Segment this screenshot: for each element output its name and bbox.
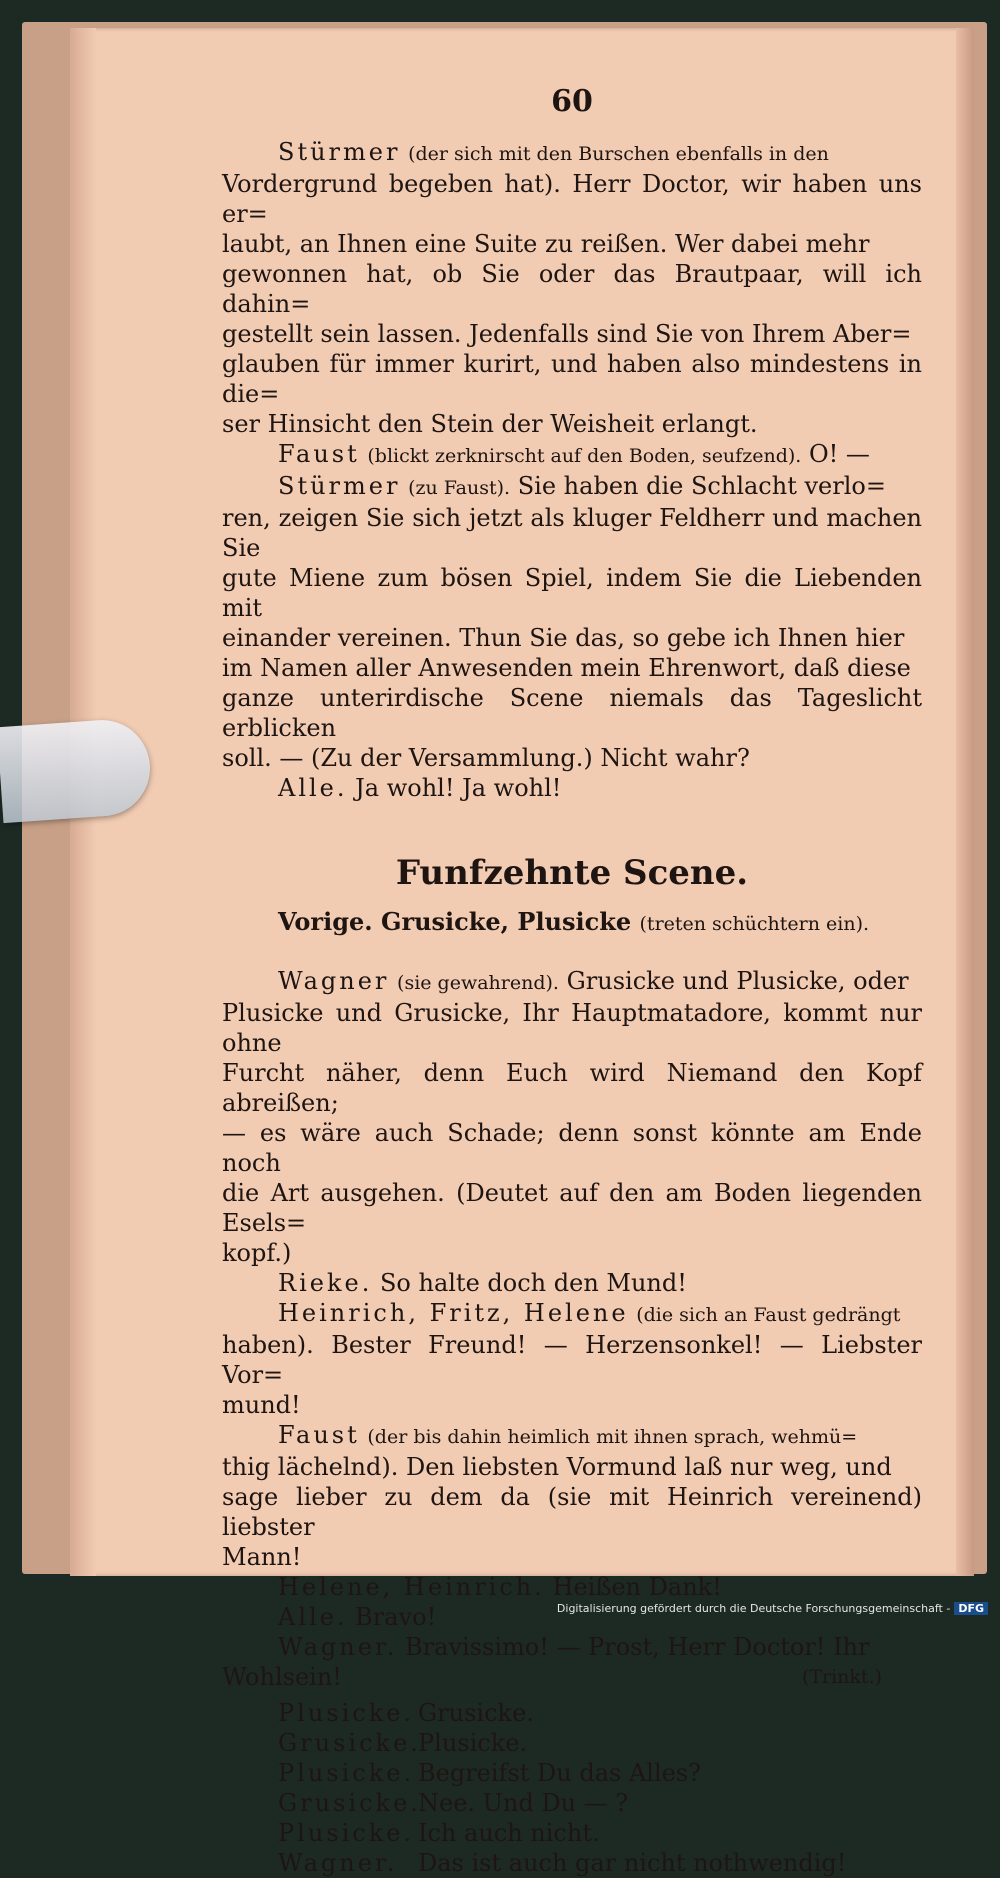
speaker-name: Wagner. — [278, 1633, 398, 1661]
text-line — [222, 1632, 922, 1662]
spoken-text: Nee. Und Du — ? — [418, 1789, 629, 1817]
spoken-text: Ja wohl! Ja wohl! — [355, 774, 562, 802]
digitization-footer — [557, 1602, 988, 1615]
stage-direction: (Trinkt.) — [801, 1666, 882, 1688]
stage-direction: (zu Faust). — [408, 477, 511, 499]
spoken-text: Das ist auch gar nicht nothwendig! — [418, 1849, 847, 1877]
text-line: glauben für immer kurirt, und haben also mindestens in die= — [222, 350, 922, 408]
spoken-text: Ich auch nicht. — [418, 1819, 600, 1847]
speaker-name: Alle. — [278, 774, 348, 802]
spoken-text: Begreifst Du das Alles? — [418, 1759, 702, 1787]
speaker-name: Stürmer — [278, 138, 401, 166]
speaker-name: Plusicke. — [278, 1699, 415, 1727]
scene-heading: Funfzehnte Scene. — [395, 853, 749, 893]
cast-line — [278, 907, 922, 936]
dialogue-row — [222, 1698, 922, 1728]
speaker-name: Faust — [278, 1421, 360, 1449]
text-line: Vordergrund begeben hat). Herr Doctor, wir haben uns er= — [222, 170, 922, 228]
page-edge — [956, 28, 974, 1576]
speaker-name: Grusicke. — [278, 1789, 421, 1817]
text-line: Furcht näher, denn Euch wird Niemand den Kopf abreißen; — [222, 1059, 922, 1117]
spoken-text: Grusicke. — [418, 1699, 534, 1727]
stage-direction: (die sich an Faust gedrängt — [636, 1304, 901, 1326]
text-line: mund! — [222, 1391, 301, 1419]
text-line: gestellt sein lassen. Jedenfalls sind Sie von Ihrem Aber= — [222, 320, 912, 348]
speaker-name: Stürmer — [278, 472, 401, 500]
text-line — [222, 471, 922, 503]
speaker-name: Rieke. — [278, 1269, 373, 1297]
speaker-name: Helene, Heinrich. — [278, 1573, 545, 1601]
text-line — [222, 1572, 922, 1602]
spoken-text: Heißen Dank! — [552, 1573, 722, 1601]
text-line: ren, zeigen Sie sich jetzt als kluger Feldherr und machen Sie — [222, 504, 922, 562]
text-line: die Art ausgehen. (Deutet auf den am Boden liegenden Esels= — [222, 1179, 922, 1237]
dialogue-row — [222, 1818, 922, 1848]
text-line: — es wäre auch Schade; denn sonst könnte am Ende noch — [222, 1119, 922, 1177]
text-line: gute Miene zum bösen Spiel, indem Sie die Liebenden mit — [222, 564, 922, 622]
speaker-name: Alle. — [278, 1603, 348, 1631]
text-line — [222, 439, 922, 471]
dfg-logo: DFG — [954, 1602, 988, 1615]
cast-names: Vorige. Grusicke, Plusicke — [278, 907, 632, 936]
text-line: haben). Bester Freund! — Herzensonkel! — Liebster Vor= — [222, 1331, 922, 1389]
spoken-text: Sie haben die Schlacht verlo= — [517, 472, 886, 500]
spoken-text: Wohlsein! — [222, 1663, 342, 1691]
speaker-name: Wagner — [278, 967, 390, 995]
speaker-name: Plusicke. — [278, 1819, 415, 1847]
page-number: 60 — [551, 84, 593, 119]
text-line: kopf.) — [222, 1239, 292, 1267]
text-line: soll. — (Zu der Versammlung.) Nicht wahr? — [222, 744, 750, 772]
speaker-name: Faust — [278, 440, 360, 468]
text-line — [222, 1298, 922, 1330]
stage-direction: (der bis dahin heimlich mit ihnen sprach, wehmü= — [367, 1426, 858, 1448]
footer-text: Digitalisierung gefördert durch die Deutsche Forschungsgemeinschaft - — [556, 1602, 951, 1615]
text-line: Mann! — [222, 1543, 302, 1571]
spoken-text: Plusicke. — [418, 1729, 528, 1757]
speaker-name: Wagner. — [278, 1849, 398, 1877]
text-line: thig lächelnd). Den liebsten Vormund laß nur weg, und — [222, 1453, 892, 1481]
text-line — [222, 966, 922, 998]
text-line: gewonnen hat, ob Sie oder das Brautpaar, will ich dahin= — [222, 260, 922, 318]
spoken-text: O! — — [808, 440, 870, 468]
speaker-name: Plusicke. — [278, 1759, 415, 1787]
text-line: laubt, an Ihnen eine Suite zu reißen. Wer dabei mehr — [222, 230, 870, 258]
text-line — [222, 137, 922, 169]
stage-direction: (sie gewahrend). — [397, 972, 559, 994]
text-line: Plusicke und Grusicke, Ihr Hauptmatadore, kommt nur ohne — [222, 999, 922, 1057]
spoken-text: So halte doch den Mund! — [379, 1269, 687, 1297]
text-line — [222, 1662, 922, 1692]
dialogue-row — [222, 1758, 922, 1788]
dialogue-row — [222, 1788, 922, 1818]
text-line: ganze unterirdische Scene niemals das Tageslicht erblicken — [222, 684, 922, 742]
text-line: im Namen aller Anwesenden mein Ehrenwort, daß diese — [222, 654, 911, 682]
speaker-name: Grusicke. — [278, 1729, 421, 1757]
text-line — [222, 1420, 922, 1452]
dialogue-row — [222, 1848, 922, 1878]
stage-direction: (treten schüchtern ein). — [639, 913, 870, 935]
text-line — [222, 1268, 922, 1298]
stage-direction: (blickt zerknirscht auf den Boden, seufzend). — [367, 445, 802, 467]
text-line — [222, 773, 922, 803]
text-line: sage lieber zu dem da (sie mit Heinrich vereinend) liebster — [222, 1483, 922, 1541]
spoken-text: Bravo! — [355, 1603, 437, 1631]
stage-direction: (der sich mit den Burschen ebenfalls in den — [408, 143, 829, 165]
speaker-name: Heinrich, Fritz, Helene — [278, 1299, 629, 1327]
text-line: ser Hinsicht den Stein der Weisheit erlangt. — [222, 410, 758, 438]
spoken-text: Grusicke und Plusicke, oder — [566, 967, 909, 995]
spoken-text: Bravissimo! — Prost, Herr Doctor! Ihr — [405, 1633, 870, 1661]
text-line: einander vereinen. Thun Sie das, so gebe ich Ihnen hier — [222, 624, 905, 652]
dialogue-row — [222, 1728, 922, 1758]
